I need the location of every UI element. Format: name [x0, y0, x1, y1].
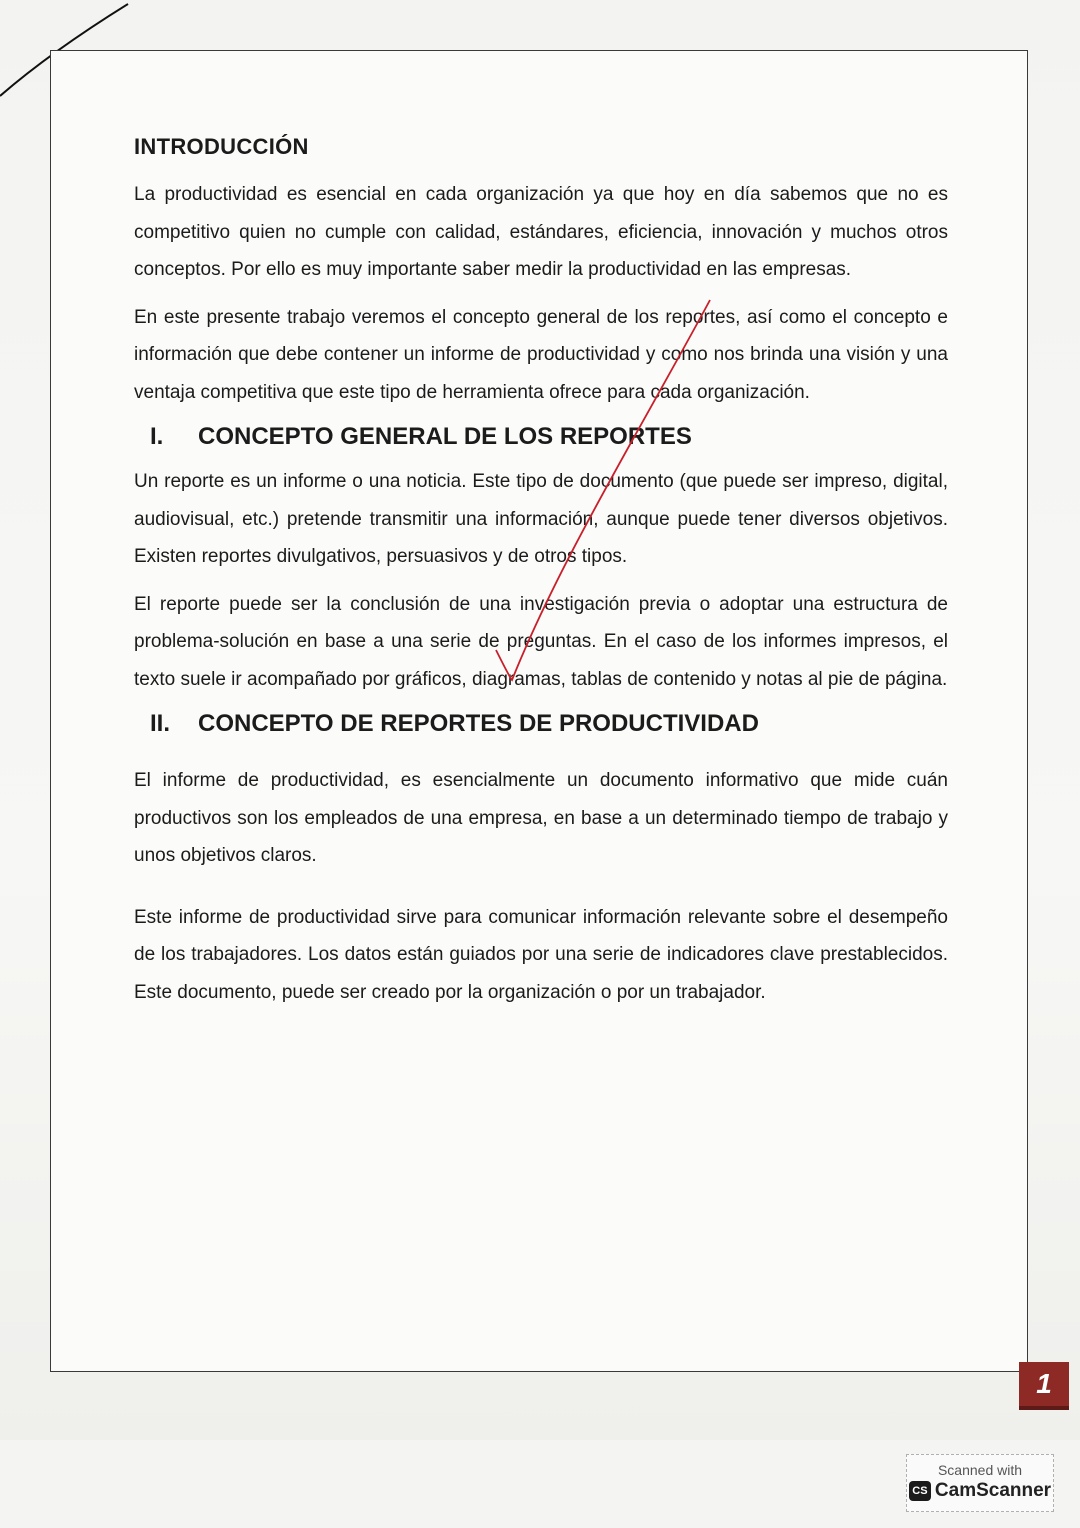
section-1-paragraph-2: El reporte puede ser la conclusión de una investigación previa o adoptar una estructura de problema-solución en base a una serie de preguntas. En el caso de los informes impresos, el texto suele ir acompañado por gráficos, diagramas, tablas de contenido y notas al pie de página.	[134, 593, 948, 690]
camscanner-name: CamScanner	[934, 1480, 1052, 1501]
section-2-paragraph-2: Este informe de productividad sirve para comunicar información relevante sobre el desempeño de los trabajadores. Los datos están guiados por una serie de indicadores clave prestablecidos. Este documento, puede ser creado por la organización o por un trabajador.	[134, 906, 948, 1003]
section-1-heading	[134, 411, 948, 463]
page-number-badge	[1019, 1362, 1069, 1410]
section-2-number: II.	[150, 710, 171, 737]
section-2-paragraph-1: El informe de productividad, es esencialmente un documento informativo que mide cuán productivos son los empleados de una empresa, en base a un determinado tiempo de trabajo y unos objetivos claros.	[134, 770, 948, 866]
section-1-number: I.	[150, 423, 164, 450]
section-2-title: CONCEPTO DE REPORTES DE PRODUCTIVIDAD	[198, 710, 759, 737]
intro-paragraph-2: En este presente trabajo veremos el concepto general de los reportes, así como el concepto e información que debe contener un informe de productividad y como nos brinda una visión y una ventaja competitiva que este tipo de herramienta ofrece para cada organización.	[134, 306, 948, 403]
scanned-with-label: Scanned with	[937, 1462, 1023, 1478]
camscanner-watermark	[906, 1454, 1054, 1512]
section-1-paragraph-1: Un reporte es un informe o una noticia. Este tipo de documento (que puede ser impreso, digital, audiovisual, etc.) pretende transmitir una información, aunque puede tener diversos objetivos. Existen reportes divulgativos, persuasivos y de otros tipos.	[134, 471, 948, 567]
section-1-title: CONCEPTO GENERAL DE LOS REPORTES	[198, 423, 692, 450]
document-body	[134, 134, 948, 1011]
camscanner-brand	[907, 1480, 1053, 1502]
camscanner-logo-icon: CS	[909, 1481, 931, 1501]
page-number: 1	[1036, 1368, 1052, 1399]
intro-paragraph-1: La productividad es esencial en cada organización ya que hoy en día sabemos que no es competitivo quien no cumple con calidad, estándares, eficiencia, innovación y muchos otros conceptos. Por ello es muy importante saber medir la productividad en las empresas.	[134, 184, 948, 280]
intro-heading: INTRODUCCIÓN	[134, 134, 309, 159]
section-2-heading	[134, 698, 948, 750]
